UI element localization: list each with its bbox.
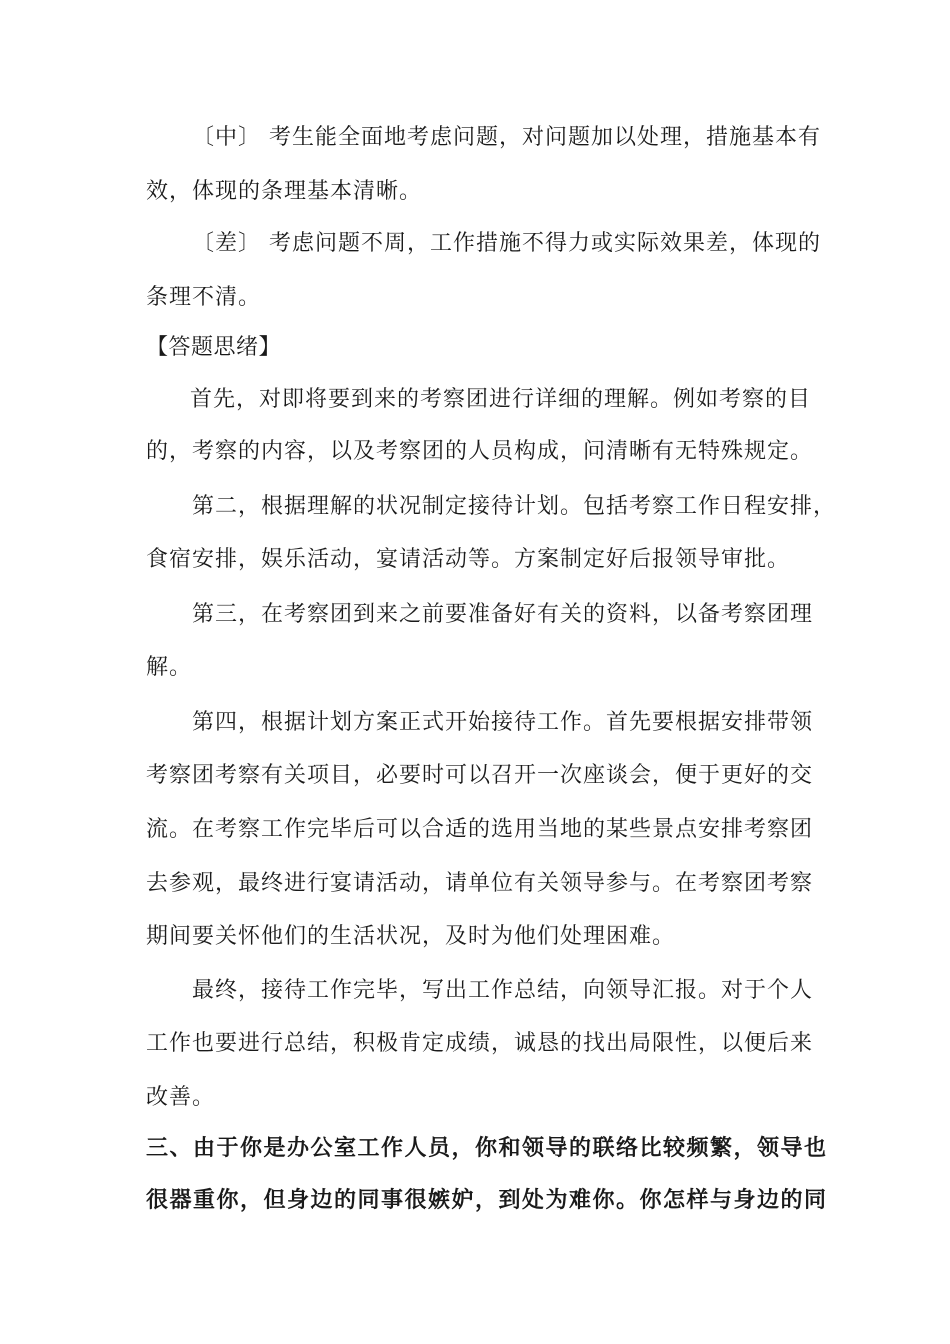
paragraph-line: 工作也要进行总结，积极肯定成绩，诚恳的找出局限性，以便后来 [146, 1031, 814, 1056]
paragraph-line: 首先，对即将要到来的考察团进行详细的理解。例如考察的目 [190, 387, 812, 412]
paragraph-line: 去参观，最终进行宴请活动，请单位有关领导参与。在考察团考察 [146, 871, 814, 896]
paragraph-line: 最终，接待工作完毕，写出工作总结，向领导汇报。对于个人 [192, 978, 814, 1003]
paragraph-line: 条理不清。 [146, 285, 262, 310]
paragraph-line: 〔差〕 考虑问题不周，工作措施不得力或实际效果差，体现的 [192, 231, 821, 256]
paragraph-line: 期间要关怀他们的生活状况，及时为他们处理困难。 [146, 924, 676, 949]
section-heading: 【答题思绪】 [146, 335, 282, 360]
paragraph-line: 考察团考察有关项目，必要时可以召开一次座谈会，便于更好的交 [146, 763, 814, 788]
question-line: 三、由于你是办公室工作人员，你和领导的联络比较频繁，领导也 [146, 1135, 828, 1161]
paragraph-line: 第三，在考察团到来之前要准备好有关的资料，以备考察团理 [192, 602, 814, 627]
paragraph-line: 的，考察的内容，以及考察团的人员构成，问清晰有无特殊规定。 [146, 439, 814, 464]
paragraph-line: 流。在考察工作完毕后可以合适的选用当地的某些景点安排考察团 [146, 817, 814, 842]
paragraph-line: 第二，根据理解的状况制定接待计划。包括考察工作日程安排， [192, 494, 837, 519]
paragraph-line: 解。 [146, 655, 193, 680]
paragraph-line: 食宿安排，娱乐活动，宴请活动等。方案制定好后报领导审批。 [146, 547, 791, 572]
paragraph-line: 第四，根据计划方案正式开始接待工作。首先要根据安排带领 [192, 710, 814, 735]
paragraph-line: 改善。 [146, 1085, 216, 1110]
paragraph-line: 〔中〕 考生能全面地考虑问题，对问题加以处理，措施基本有 [192, 125, 821, 150]
paragraph-line: 效，体现的条理基本清晰。 [146, 179, 423, 204]
question-line: 很器重你，但身边的同事很嫉妒，到处为难你。你怎样与身边的同 [146, 1187, 828, 1213]
